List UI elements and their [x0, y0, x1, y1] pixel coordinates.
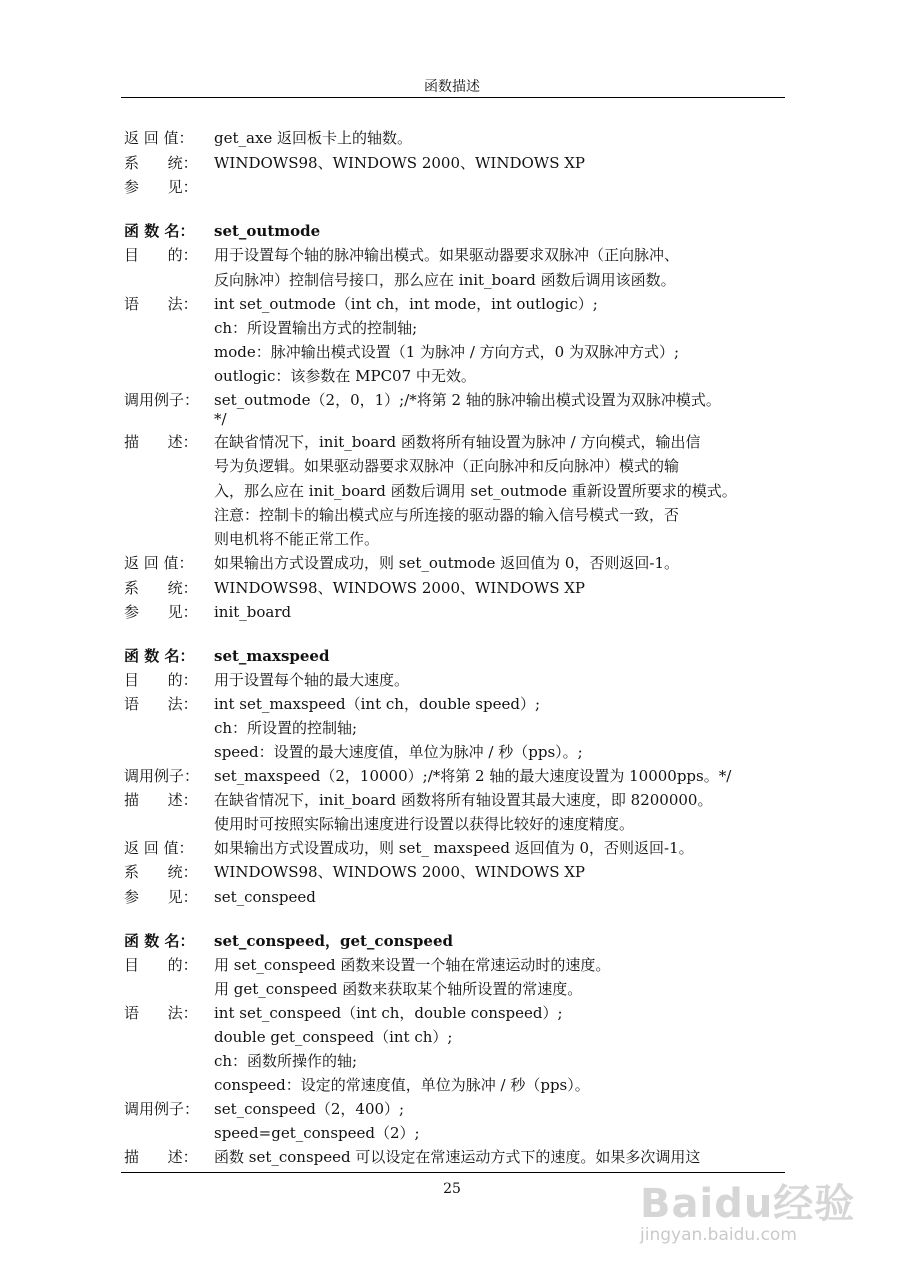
field-label: 返 回 值：: [124, 554, 194, 572]
text-continuation: ch：所设置的控制轴;: [214, 719, 358, 737]
field-label: 描 述：: [124, 433, 198, 451]
field-label: 描 述：: [124, 791, 198, 809]
field-label: 调用例子：: [124, 1100, 200, 1118]
text-line: [124, 294, 598, 314]
text-continuation: 入，那么应在 init_board 函数后调用 set_outmode 重新设置所要求的模式。: [214, 482, 737, 500]
field-text: 用于设置每个轴的最大速度。: [214, 671, 410, 689]
text-line: [124, 1147, 700, 1167]
function-heading: [124, 931, 453, 951]
function-name: set_maxspeed: [214, 647, 330, 665]
text-line: [124, 766, 731, 786]
text-line: [124, 694, 540, 714]
field-label: 返 回 值：: [124, 129, 194, 147]
function-name: set_outmode: [214, 222, 321, 240]
header-rule: [121, 97, 785, 98]
watermark-url: jingyan.baidu.com: [640, 1225, 797, 1245]
field-text: set_outmode（2，0，1）;/*将第 2 轴的脉冲输出模式设置为双脉冲模式。: [214, 391, 721, 409]
text-line: [124, 245, 679, 265]
function-name: set_conspeed，get_conspeed: [214, 932, 453, 950]
field-text: WINDOWS98、WINDOWS 2000、WINDOWS XP: [214, 579, 586, 597]
field-label: 语 法：: [124, 1004, 198, 1022]
field-label: 调用例子：: [124, 767, 200, 785]
field-text: set_conspeed: [214, 888, 316, 906]
field-label: 目 的：: [124, 956, 198, 974]
field-text: init_board: [214, 603, 292, 621]
text-line: [124, 862, 585, 882]
field-label: 描 述：: [124, 1148, 198, 1166]
field-label: 函 数 名：: [124, 932, 195, 950]
field-text: int set_maxspeed（int ch，double speed）;: [214, 695, 541, 713]
text-continuation: 用 get_conspeed 函数来获取某个轴所设置的常速度。: [214, 980, 583, 998]
text-continuation: 反向脉冲）控制信号接口，那么应在 init_board 函数后调用该函数。: [214, 271, 676, 289]
field-text: 在缺省情况下，init_board 函数将所有轴设置为脉冲 / 方向模式，输出信: [214, 433, 701, 451]
field-text: int set_conspeed（int ch，double conspeed）;: [214, 1004, 563, 1022]
text-continuation: ch：所设置输出方式的控制轴;: [214, 319, 418, 337]
text-continuation: ch：函数所操作的轴;: [214, 1052, 358, 1070]
field-label: 系 统：: [124, 863, 198, 881]
text-line: [124, 790, 712, 810]
text-continuation: double get_conspeed（int ch）;: [214, 1028, 453, 1046]
field-label: 参 见：: [124, 888, 198, 906]
field-text: 如果输出方式设置成功，则 set_ maxspeed 返回值为 0，否则返回-1。: [214, 839, 694, 857]
field-text: int set_outmode（int ch，int mode，int outlogic）;: [214, 295, 598, 313]
watermark: [640, 1172, 870, 1262]
text-line: [124, 153, 585, 173]
text-continuation: 注意：控制卡的输出模式应与所连接的驱动器的输入信号模式一致，否: [214, 506, 680, 524]
text-continuation: 使用时可按照实际输出速度进行设置以获得比较好的速度精度。: [214, 815, 635, 833]
text-continuation: conspeed：设定的常速度值，单位为脉冲 / 秒（pps）。: [214, 1076, 590, 1094]
field-label: 参 见：: [124, 603, 198, 621]
text-line: [124, 838, 694, 858]
field-label: 语 法：: [124, 695, 198, 713]
function-heading: [124, 221, 320, 241]
field-text: set_maxspeed（2，10000）;/*将第 2 轴的最大速度设置为 10000pps。*/: [214, 767, 732, 785]
field-text: 函数 set_conspeed 可以设定在常速运动方式下的速度。如果多次调用这: [214, 1148, 701, 1166]
text-line: [124, 955, 610, 975]
text-continuation: 则电机将不能正常工作。: [214, 530, 380, 548]
field-label: 语 法：: [124, 295, 198, 313]
text-continuation: outlogic：该参数在 MPC07 中无效。: [214, 367, 476, 385]
field-text: 用 set_conspeed 函数来设置一个轴在常速运动时的速度。: [214, 956, 611, 974]
field-label: 系 统：: [124, 579, 198, 597]
text-line: [124, 177, 214, 197]
page-number: 25: [443, 1181, 461, 1197]
text-continuation: */: [214, 410, 227, 428]
field-label: 调用例子：: [124, 391, 200, 409]
field-text: get_axe 返回板卡上的轴数。: [214, 129, 413, 147]
field-text: set_conspeed（2，400）;: [214, 1100, 405, 1118]
text-line: [124, 578, 585, 598]
text-line: [124, 602, 291, 622]
text-line: [124, 553, 679, 573]
text-line: [124, 1099, 404, 1119]
field-text: WINDOWS98、WINDOWS 2000、WINDOWS XP: [214, 154, 586, 172]
text-line: [124, 128, 412, 148]
field-text: 用于设置每个轴的脉冲输出模式。如果驱动器要求双脉冲（正向脉冲、: [214, 246, 680, 264]
field-label: 目 的：: [124, 246, 198, 264]
field-text: WINDOWS98、WINDOWS 2000、WINDOWS XP: [214, 863, 586, 881]
text-continuation: mode：脉冲输出模式设置（1 为脉冲 / 方向方式，0 为双脉冲方式）;: [214, 343, 680, 361]
function-heading: [124, 646, 329, 666]
field-text: 在缺省情况下，init_board 函数将所有轴设置其最大速度，即 8200000。: [214, 791, 713, 809]
text-line: [124, 390, 721, 410]
text-continuation: 号为负逻辑。如果驱动器要求双脉冲（正向脉冲和反向脉冲）模式的输: [214, 457, 680, 475]
text-continuation: speed=get_conspeed（2）;: [214, 1124, 420, 1142]
text-line: [124, 1003, 563, 1023]
field-label: 返 回 值：: [124, 839, 194, 857]
text-line: [124, 670, 409, 690]
field-label: 参 见：: [124, 178, 198, 196]
text-line: [124, 432, 701, 452]
field-label: 函 数 名：: [124, 222, 195, 240]
page-header-title: 函数描述: [424, 79, 480, 95]
watermark-logo: Baidu经验: [640, 1181, 856, 1227]
field-label: 目 的：: [124, 671, 198, 689]
field-text: 如果输出方式设置成功，则 set_outmode 返回值为 0，否则返回-1。: [214, 554, 680, 572]
field-label: 系 统：: [124, 154, 198, 172]
text-line: [124, 887, 316, 907]
text-continuation: speed：设置的最大速度值，单位为脉冲 / 秒（pps）。;: [214, 743, 583, 761]
field-label: 函 数 名：: [124, 647, 195, 665]
